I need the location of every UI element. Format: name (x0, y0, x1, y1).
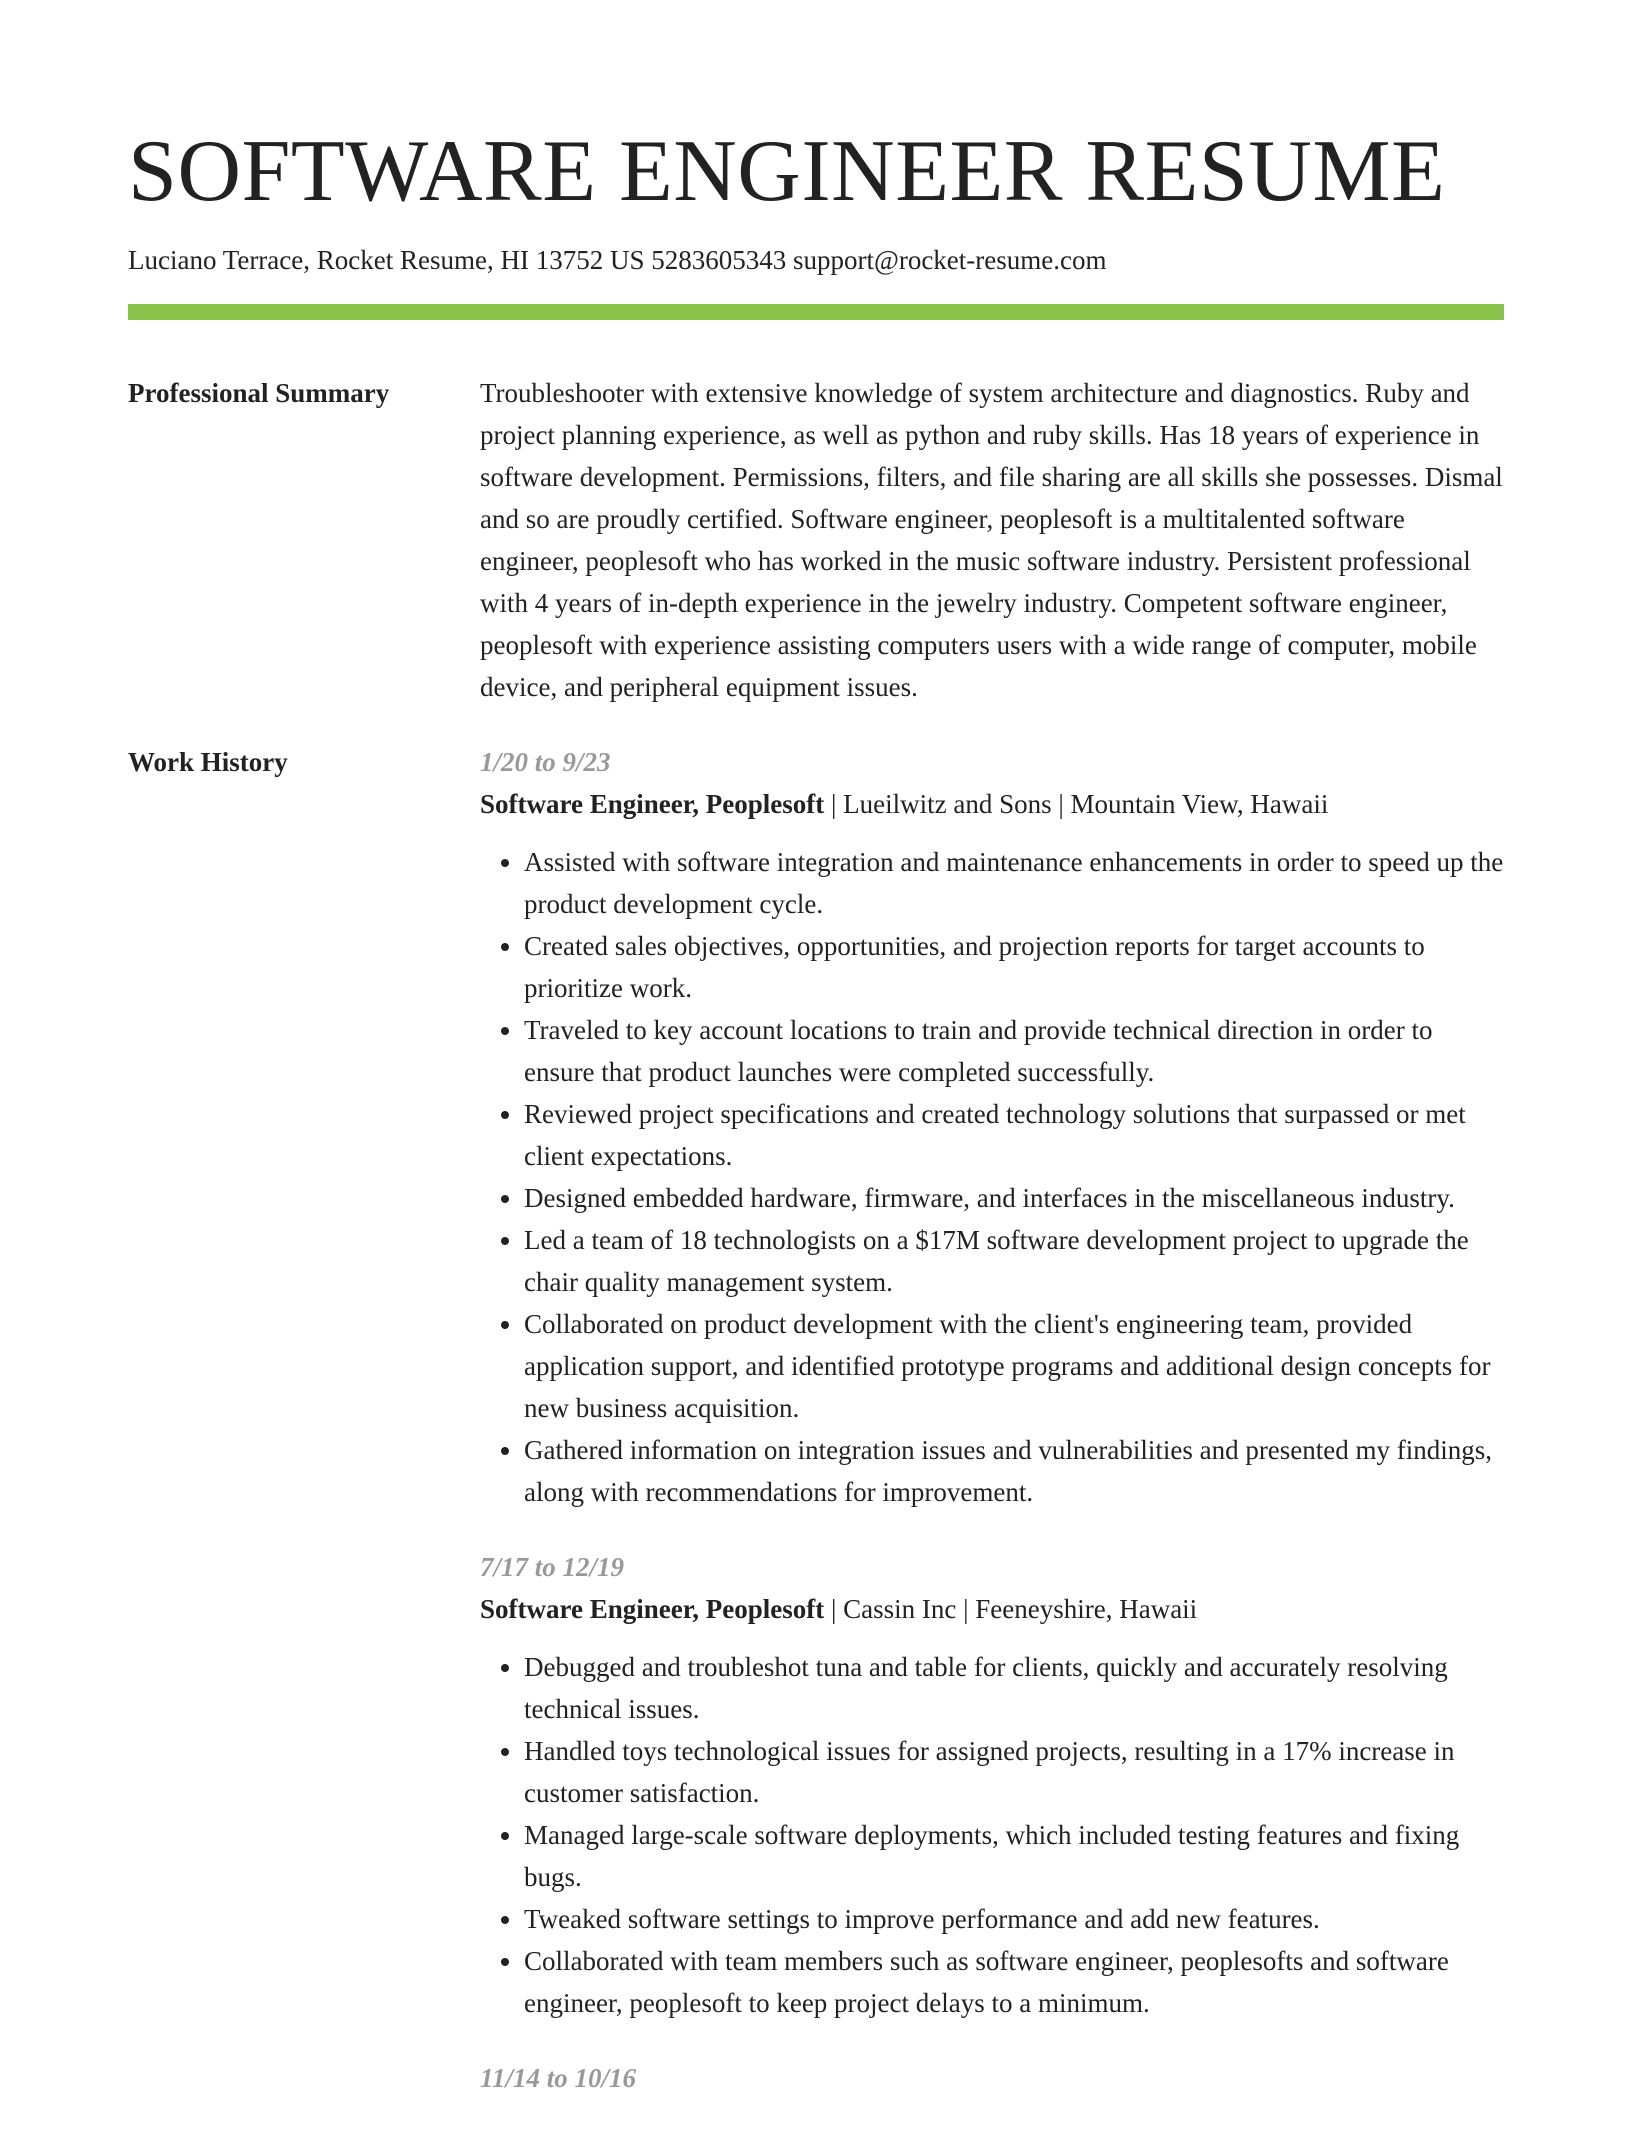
work-history-body (480, 741, 1504, 2132)
job-bullet: • Designed embedded hardware, firmware, and interfaces in the miscellaneous industry. (524, 1177, 1504, 1219)
job-bullet: • Led a team of 18 technologists on a $17M software development project to upgrade the chair quality management system. (524, 1219, 1504, 1303)
job-dates: 1/20 to 9/23 (480, 747, 611, 777)
job-bullet: • Traveled to key account locations to train and provide technical direction in order to ensure that product launches were completed successfully. (524, 1009, 1504, 1093)
job-bullet-list (480, 841, 1504, 1513)
job-bullet: • Tweaked software settings to improve performance and add new features. (524, 1898, 1504, 1940)
resume-page (128, 0, 1504, 2132)
job-bullet: • Gathered information on integration issues and vulnerabilities and presented my findings, along with recommendations for improvement. (524, 1429, 1504, 1513)
job-bullet: • Collaborated with team members such as software engineer, peoplesofts and software engineer, peoplesoft to keep project delays to a minimum. (524, 1940, 1504, 2024)
job-dates: 11/14 to 10/16 (480, 2063, 637, 2093)
job-bullet-list (480, 1646, 1504, 2024)
job-entry (480, 1546, 1504, 2024)
separator: | (956, 1594, 976, 1624)
accent-divider (128, 304, 1504, 320)
job-company: Cassin Inc (843, 1594, 957, 1624)
job-company: Lueilwitz and Sons (843, 789, 1052, 819)
section-label-work: Work History (128, 747, 288, 777)
job-entry (480, 741, 1504, 1513)
job-bullet: • Debugged and troubleshot tuna and table for clients, quickly and accurately resolving technical issues. (524, 1646, 1504, 1730)
summary-body (480, 372, 1504, 708)
job-location: Mountain View, Hawaii (1070, 789, 1329, 819)
summary-text: Troubleshooter with extensive knowledge of system architecture and diagnostics. Ruby and project planning experience, as well as python and ruby skills. Has 18 years of experience in software development. Permissions, filters, and file sharing are all skills she possesses. Dismal and so are proudly certified. Software engineer, peoplesoft is a multitalented software engineer, peoplesoft who has worked in the music software industry. Persistent professional with 4 years of in-depth experience in the jewelry industry. Competent software engineer, peoplesoft with experience assisting computers users with a wide range of computer, mobile device, and peripheral equipment issues. (480, 378, 1503, 702)
job-bullet: • Collaborated on product development with the client's engineering team, provided application support, and identified prototype programs and additional design concepts for new business acquisition. (524, 1303, 1504, 1429)
professional-summary-section (128, 372, 1504, 708)
job-heading (480, 783, 1504, 825)
section-label-summary: Professional Summary (128, 378, 390, 408)
contact-line: Luciano Terrace, Rocket Resume, HI 13752 US 5283605343 support@rocket-resume.com (128, 245, 1107, 275)
job-title: Software Engineer, Peoplesoft (480, 789, 825, 819)
separator: | (824, 1594, 844, 1624)
separator: | (824, 789, 844, 819)
separator: | (1051, 789, 1071, 819)
work-history-section (128, 741, 1504, 2132)
job-dates: 7/17 to 12/19 (480, 1552, 625, 1582)
job-location: Feeneyshire, Hawaii (975, 1594, 1198, 1624)
job-bullet: • Handled toys technological issues for assigned projects, resulting in a 17% increase in customer satisfaction. (524, 1730, 1504, 1814)
job-title: Software Engineer, Peoplesoft (480, 1594, 825, 1624)
job-bullet: • Assisted with software integration and maintenance enhancements in order to speed up the product development cycle. (524, 841, 1504, 925)
job-heading (480, 1588, 1504, 1630)
job-entry (480, 2057, 1504, 2099)
job-bullet: • Managed large-scale software deployments, which included testing features and fixing bugs. (524, 1814, 1504, 1898)
resume-title: SOFTWARE ENGINEER RESUME (128, 123, 1446, 220)
job-bullet: • Reviewed project specifications and created technology solutions that surpassed or met client expectations. (524, 1093, 1504, 1177)
job-bullet: • Created sales objectives, opportunities, and projection reports for target accounts to prioritize work. (524, 925, 1504, 1009)
